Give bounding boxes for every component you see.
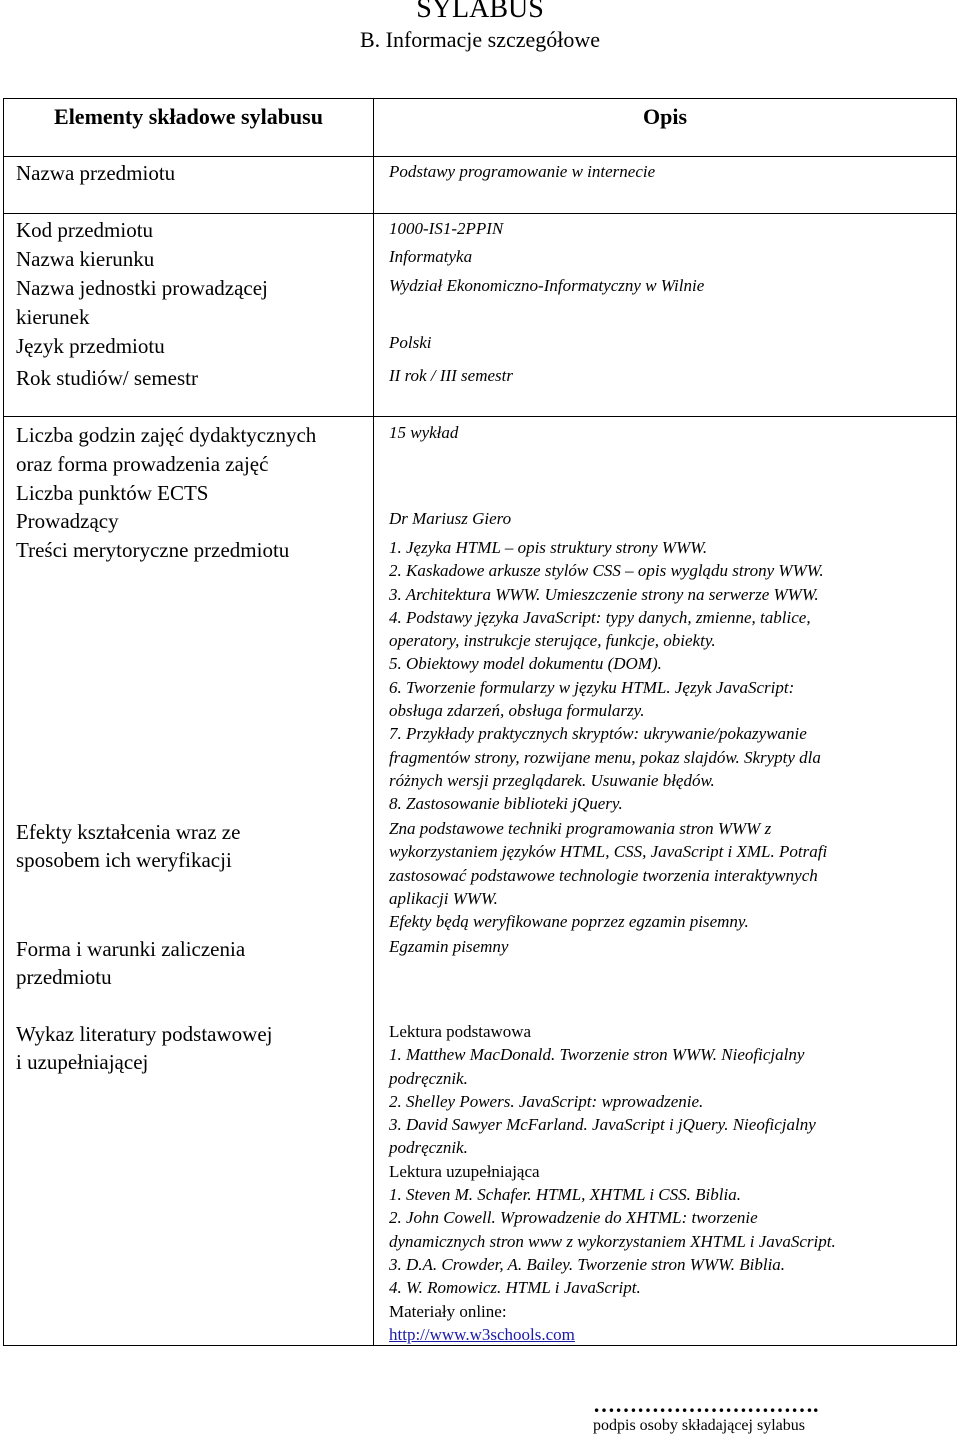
label-course-code: Kod przedmiotu (16, 218, 154, 242)
content-line: 5. Obiektowy model dokumentu (DOM). (389, 654, 662, 674)
content-line: fragmentów strony, rozwijane menu, pokaz slajdów. Skrypty dla (389, 747, 821, 767)
label-course-name: Nazwa przedmiotu (16, 161, 176, 185)
value-field-of-study: Informatyka (389, 247, 473, 266)
column-divider (373, 99, 374, 1345)
literature-item: 2. Shelley Powers. JavaScript: wprowadzenie. (389, 1091, 704, 1111)
label-unit-line1: Nazwa jednostki prowadzącej (16, 276, 268, 300)
label-learning-outcomes-line2: sposobem ich weryfikacji (16, 848, 232, 872)
document-title: SYLABUS (416, 0, 544, 24)
content-line: 4. Podstawy języka JavaScript: typy danych, zmienne, tablice, (389, 607, 811, 627)
outcome-line: aplikacji WWW. (389, 888, 498, 908)
document-subtitle: B. Informacje szczegółowe (359, 27, 601, 52)
literature-item: 1. Matthew MacDonald. Tworzenie stron WWW. Nieoficjalny (389, 1045, 805, 1065)
row-divider (4, 213, 956, 214)
online-materials-heading: Materiały online: (389, 1301, 507, 1321)
label-learning-outcomes-line1: Efekty kształcenia wraz ze (16, 820, 241, 844)
literature-item: 2. John Cowell. Wprowadzenie do XHTML: tworzenie (389, 1208, 758, 1228)
signature-line: …………………………. (593, 1392, 819, 1417)
value-course-content (389, 536, 949, 816)
content-line: obsługa zdarzeń, obsługa formularzy. (389, 701, 645, 721)
content-line: 6. Tworzenie formularzy w języku HTML. Język JavaScript: (389, 677, 795, 697)
syllabus-table (3, 98, 957, 1346)
value-unit: Wydział Ekonomiczno-Informatyczny w Wilnie (389, 276, 705, 295)
content-line: 3. Architektura WWW. Umieszczenie strony na serwerze WWW. (389, 584, 819, 604)
content-line: operatory, instrukcje sterujące, funkcje, obiekty. (389, 631, 716, 651)
content-line: 1. Języka HTML – opis struktury strony WWW. (389, 538, 708, 557)
label-unit-line2: kierunek (16, 305, 90, 329)
label-hours-line1: Liczba godzin zajęć dydaktycznych (16, 423, 317, 447)
literature-item: podręcznik. (389, 1138, 468, 1158)
row-divider (4, 156, 956, 157)
value-lecturer: Dr Mariusz Giero (389, 509, 512, 528)
literature-item: dynamicznych stron www z wykorzystaniem XHTML i JavaScript. (389, 1231, 836, 1251)
value-assessment: Egzamin pisemny (389, 937, 509, 956)
literature-item: 3. David Sawyer McFarland. JavaScript i jQuery. Nieoficjalny (389, 1115, 816, 1135)
content-line: 2. Kaskadowe arkusze stylów CSS – opis wyglądu strony WWW. (389, 561, 824, 581)
outcome-line: wykorzystaniem języków HTML, CSS, JavaScript i XML. Potrafi (389, 842, 828, 862)
literature-supplementary-heading: Lektura uzupełniająca (389, 1161, 540, 1181)
value-course-code: 1000-IS1-2PPIN (389, 219, 504, 238)
label-hours-line2: oraz forma prowadzenia zajęć (16, 452, 269, 476)
label-language: Język przedmiotu (16, 334, 165, 358)
content-line: 7. Przykłady praktycznych skryptów: ukrywanie/pokazywanie (389, 724, 807, 744)
content-line: 8. Zastosowanie biblioteki jQuery. (389, 794, 623, 814)
literature-item: 4. W. Romowicz. HTML i JavaScript. (389, 1278, 641, 1298)
column-header-elements: Elementy składowe sylabusu (54, 104, 323, 129)
outcome-line: zastosować podstawowe technologie tworzenia interaktywnych (389, 865, 818, 885)
label-ects: Liczba punktów ECTS (16, 481, 209, 505)
label-field-of-study: Nazwa kierunku (16, 247, 155, 271)
column-header-description: Opis (642, 104, 688, 129)
label-literature-line2: i uzupełniającej (16, 1050, 149, 1074)
literature-item: podręcznik. (389, 1068, 468, 1088)
literature-item: 3. D.A. Crowder, A. Bailey. Tworzenie stron WWW. Biblia. (389, 1254, 786, 1274)
value-learning-outcomes (389, 817, 949, 933)
outcome-line: Efekty będą weryfikowane poprzez egzamin pisemny. (389, 912, 749, 932)
content-line: różnych wersji przeglądarek. Usuwanie błędów. (389, 770, 715, 790)
label-year-semester: Rok studiów/ semestr (16, 366, 198, 390)
label-course-content: Treści merytoryczne przedmiotu (16, 538, 290, 562)
value-course-name: Podstawy programowanie w internecie (389, 162, 656, 181)
value-year-semester: II rok / III semestr (389, 366, 513, 385)
value-language: Polski (389, 333, 432, 352)
label-literature-line1: Wykaz literatury podstawowej (16, 1022, 273, 1046)
w3schools-link[interactable]: http://www.w3schools.com (389, 1324, 575, 1344)
label-lecturer: Prowadzący (16, 509, 119, 533)
label-assessment-line2: przedmiotu (16, 965, 112, 989)
value-hours: 15 wykład (389, 423, 459, 442)
signature-label: podpis osoby składającej sylabus (593, 1417, 805, 1434)
literature-basic-heading: Lektura podstawowa (389, 1022, 532, 1041)
outcome-line: Zna podstawowe techniki programowania stron WWW z (389, 819, 772, 838)
row-divider (4, 416, 956, 417)
label-assessment-line1: Forma i warunki zaliczenia (16, 937, 246, 961)
value-literature (389, 1020, 949, 1346)
literature-item: 1. Steven M. Schafer. HTML, XHTML i CSS. Biblia. (389, 1185, 741, 1205)
